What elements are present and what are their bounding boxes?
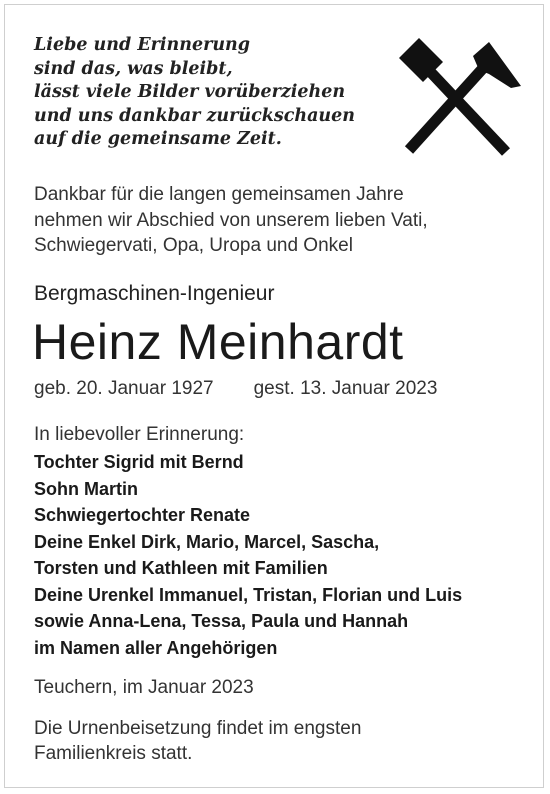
death-date: gest. 13. Januar 2023 (253, 378, 438, 399)
birth-date: geb. 20. Januar 1927 (34, 378, 214, 399)
life-dates (34, 377, 437, 401)
intro-line: Schwiegervati, Opa, Uropa und Onkel (34, 235, 353, 256)
mourner-line: Tochter Sigrid mit Bernd (34, 452, 244, 472)
deceased-name: Heinz Meinhardt (32, 314, 404, 370)
mourner-line: Deine Urenkel Immanuel, Tristan, Florian und Luis (34, 584, 463, 605)
notice-line: Die Urnenbeisetzung findet im engsten (34, 718, 362, 739)
quote-line: Liebe und Erinnerung (34, 35, 251, 55)
quote-line: lässt viele Bilder vorüberziehen (34, 82, 346, 102)
place-and-date: Teuchern, im Januar 2023 (34, 677, 254, 698)
mourner-line: im Namen aller Angehörigen (34, 637, 278, 658)
quote-line: sind das, was bleibt, (34, 58, 233, 79)
mourner-line: Deine Enkel Dirk, Mario, Marcel, Sascha, (34, 531, 380, 552)
hammer-and-pick-icon (393, 36, 523, 156)
mourners-label: In liebevoller Erinnerung: (34, 424, 245, 445)
intro-line: nehmen wir Abschied von unserem lieben Vati, (34, 209, 428, 231)
memorial-quote (34, 34, 364, 152)
mourner-line: Torsten und Kathleen mit Familien (34, 558, 328, 578)
deceased-profession: Bergmaschinen-Ingenieur (34, 282, 275, 305)
intro-line: Dankbar für die langen gemeinsamen Jahre (34, 184, 404, 205)
quote-line: auf die gemeinsame Zeit. (34, 129, 282, 149)
mourner-line: Sohn Martin (34, 478, 138, 499)
quote-line: und uns dankbar zurückschauen (34, 105, 356, 126)
burial-notice (34, 716, 361, 766)
mourner-line: Schwiegertochter Renate (34, 505, 251, 525)
notice-line: Familienkreis statt. (34, 743, 193, 764)
mourners-list (34, 449, 462, 661)
mourner-line: sowie Anna-Lena, Tessa, Paula und Hannah (34, 611, 409, 631)
farewell-intro (34, 182, 428, 259)
